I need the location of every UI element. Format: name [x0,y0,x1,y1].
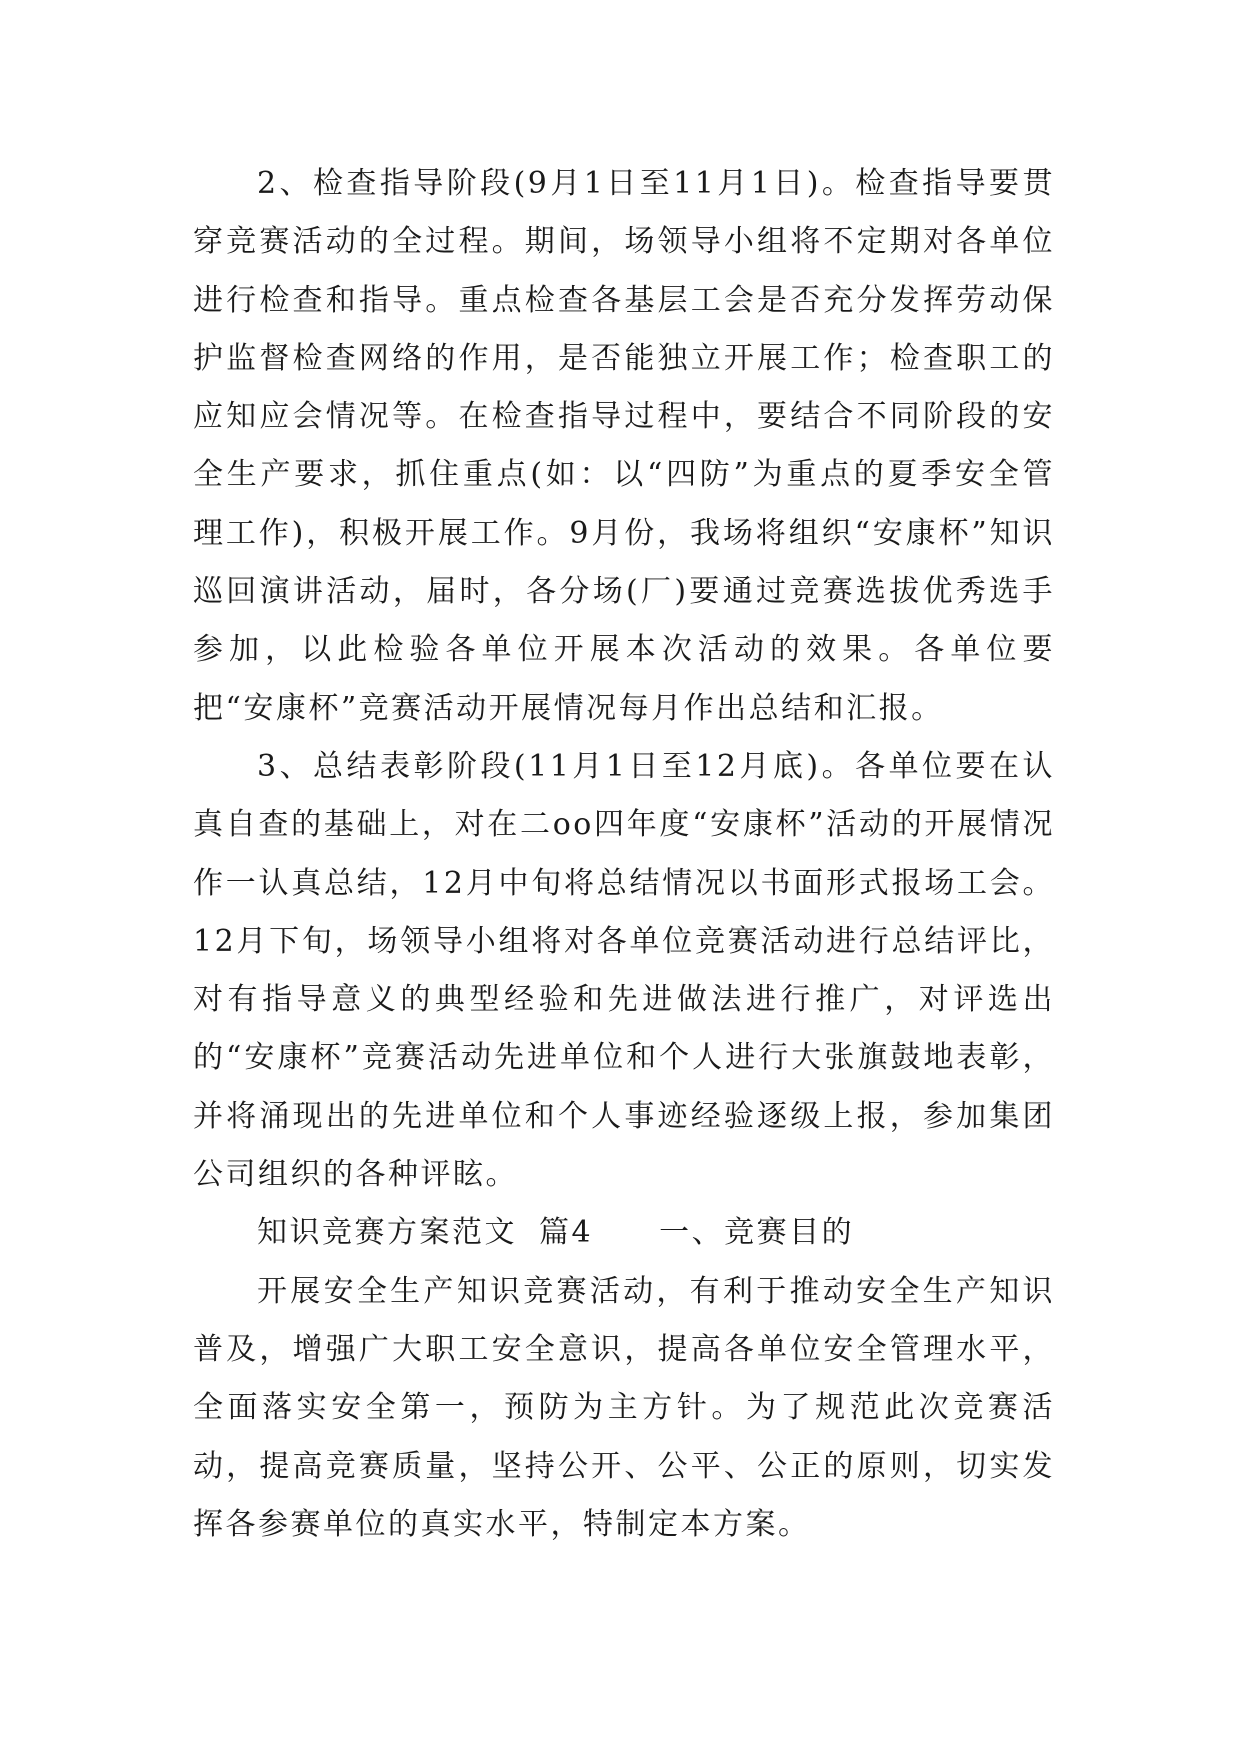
paragraph-inspection-stage: 2、检查指导阶段(9月1日至11月1日)。检查指导要贯穿竞赛活动的全过程。期间，场领导小组将不定期对各单位进行检查和指导。重点检查各基层工会是否充分发挥劳动保护监督检查网络的作用，是否能独立开展工作；检查职工的应知应会情况等。在检查指导过程中，要结合不同阶段的安全生产要求，抓住重点(如：以“四防”为重点的夏季安全管理工作)，积极开展工作。9月份，我场将组织“安康杯”知识巡回演讲活动，届时，各分场(厂)要通过竞赛选拔优秀选手参加，以此检验各单位开展本次活动的效果。各单位要把“安康杯”竞赛活动开展情况每月作出总结和汇报。 [193,166,1055,726]
document-body [193,155,1055,1554]
heading-section: 篇4 [539,1215,594,1251]
paragraph-competition-purpose: 开展安全生产知识竞赛活动，有利于推动安全生产知识普及，增强广大职工安全意识，提高各单位安全管理水平，全面落实安全第一，预防为主方针。为了规范此次竞赛活动，提高竞赛质量，坚持公开、公平、公正的原则，切实发挥各参赛单位的真实水平，特制定本方案。 [193,1273,1055,1542]
paragraph-summary-stage: 3、总结表彰阶段(11月1日至12月底)。各单位要在认真自查的基础上，对在二oo四年度“安康杯”活动的开展情况作一认真总结，12月中旬将总结情况以书面形式报场工会。12月下旬，场领导小组将对各单位竞赛活动进行总结评比，对有指导意义的典型经验和先进做法进行推广，对评选出的“安康杯”竞赛活动先进单位和个人进行大张旗鼓地表彰，并将涌现出的先进单位和个人事迹经验逐级上报，参加集团公司组织的各种评眩。 [193,748,1055,1193]
heading-subsection: 一、竞赛目的 [659,1215,855,1251]
heading-title: 知识竞赛方案范文 [257,1215,517,1251]
section-heading [193,1204,1055,1262]
